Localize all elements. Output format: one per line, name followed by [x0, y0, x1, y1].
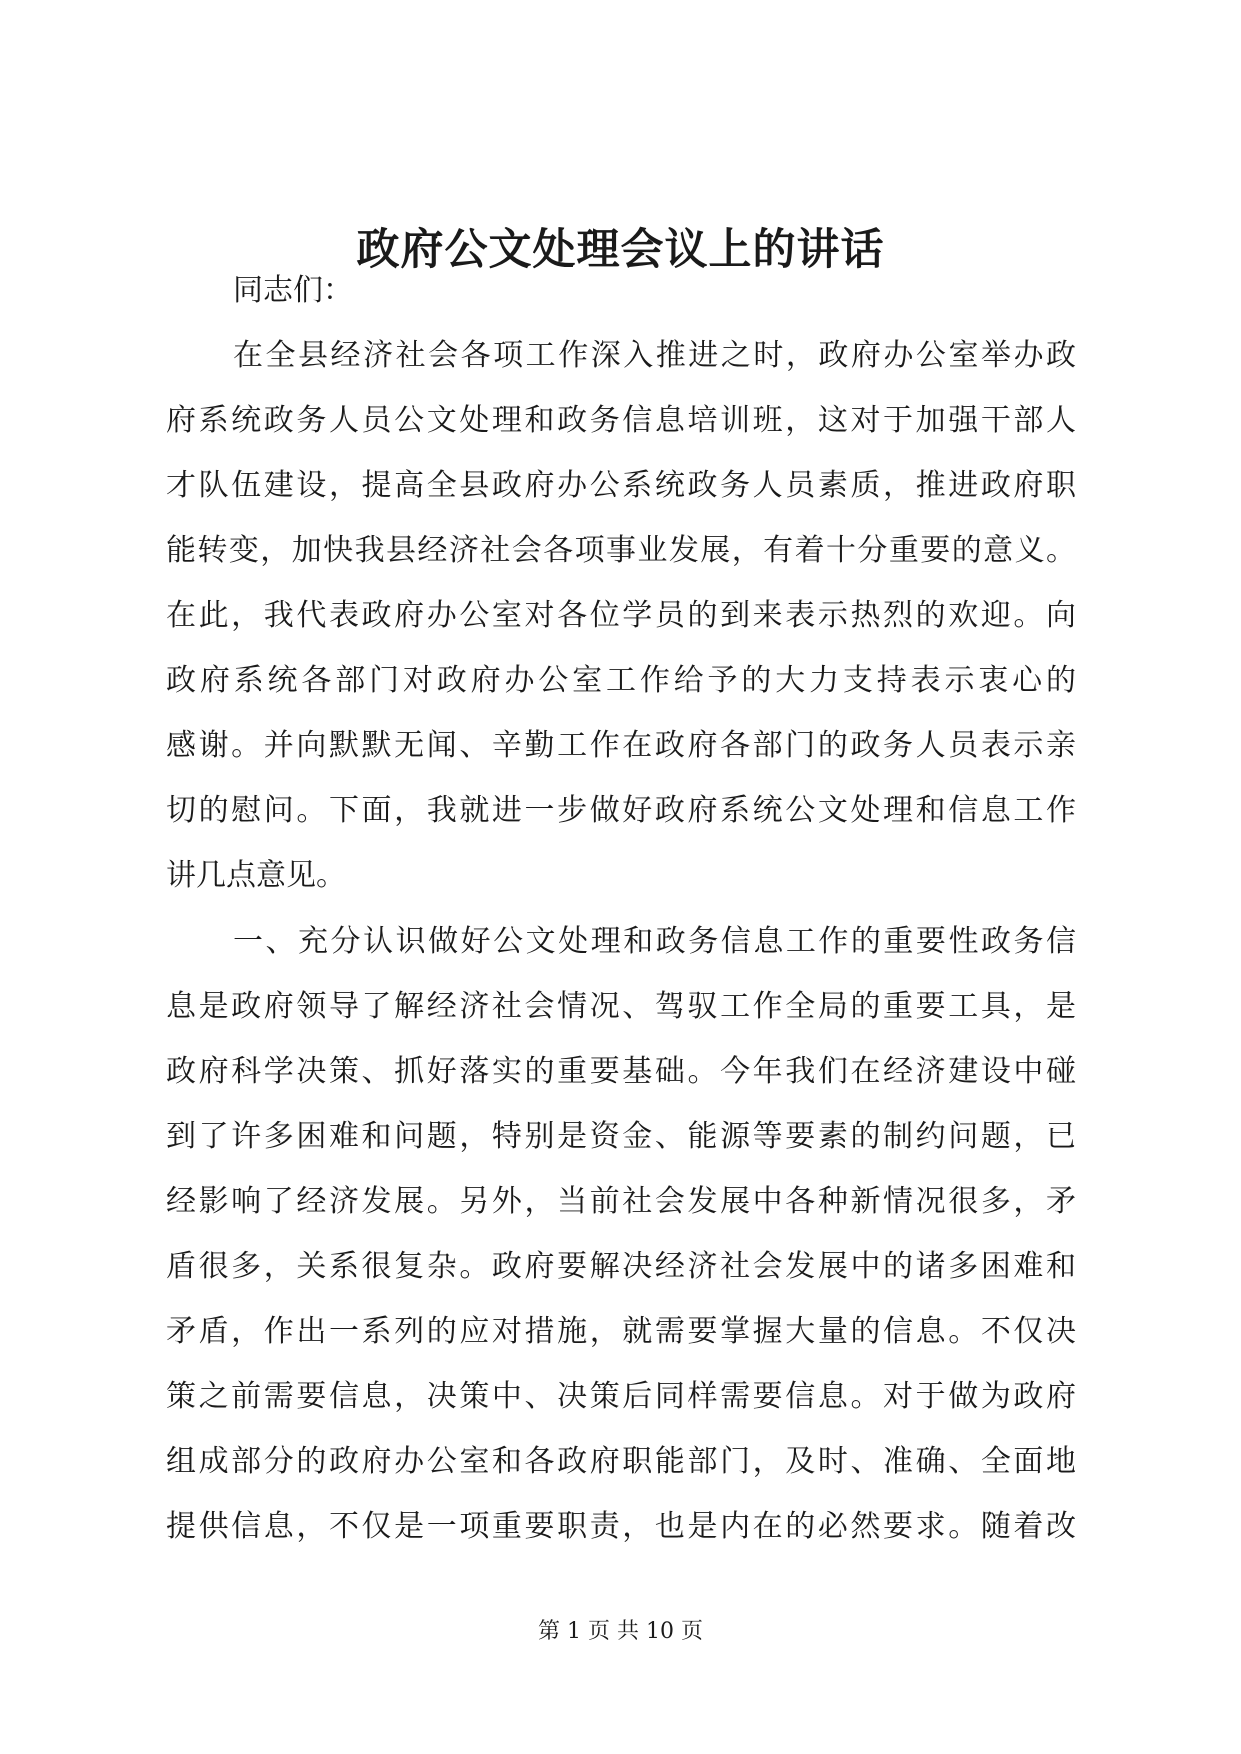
body-line: 经影响了经济发展。另外，当前社会发展中各种新情况很多，矛	[166, 1184, 1076, 1219]
body-line: 在此，我代表政府办公室对各位学员的到来表示热烈的欢迎。向	[166, 598, 1076, 633]
salutation-line: 同志们：	[233, 273, 353, 308]
body-line: 讲几点意见。	[166, 858, 346, 893]
body-line: 政府科学决策、抓好落实的重要基础。今年我们在经济建设中碰	[166, 1054, 1076, 1089]
body-line: 盾很多，关系很复杂。政府要解决经济社会发展中的诸多困难和	[166, 1249, 1076, 1284]
body-line: 息是政府领导了解经济社会情况、驾驭工作全局的重要工具，是	[166, 989, 1076, 1024]
body-line: 在全县经济社会各项工作深入推进之时，政府办公室举办政	[233, 338, 1076, 373]
body-line: 组成部分的政府办公室和各政府职能部门，及时、准确、全面地	[166, 1444, 1076, 1479]
body-line: 切的慰问。下面，我就进一步做好政府系统公文处理和信息工作	[166, 793, 1076, 828]
body-line: 才队伍建设，提高全县政府办公系统政务人员素质，推进政府职	[166, 468, 1076, 503]
body-line: 府系统政务人员公文处理和政务信息培训班，这对于加强干部人	[166, 403, 1076, 438]
body-line: 能转变，加快我县经济社会各项事业发展，有着十分重要的意义。	[166, 533, 1076, 568]
document-title: 政府公文处理会议上的讲话	[356, 225, 885, 275]
body-line: 感谢。并向默默无闻、辛勤工作在政府各部门的政务人员表示亲	[166, 728, 1076, 763]
body-line: 政府系统各部门对政府办公室工作给予的大力支持表示衷心的	[166, 663, 1076, 698]
body-line: 到了许多困难和问题，特别是资金、能源等要素的制约问题，已	[166, 1119, 1076, 1154]
body-line: 矛盾，作出一系列的应对措施，就需要掌握大量的信息。不仅决	[166, 1314, 1076, 1349]
section-heading-line: 一、充分认识做好公文处理和政务信息工作的重要性政务信	[233, 924, 1076, 959]
body-line: 策之前需要信息，决策中、决策后同样需要信息。对于做为政府	[166, 1379, 1076, 1414]
page-footer: 第 1 页 共 10 页	[538, 1619, 703, 1644]
body-line: 提供信息，不仅是一项重要职责，也是内在的必然要求。随着改	[166, 1509, 1076, 1544]
